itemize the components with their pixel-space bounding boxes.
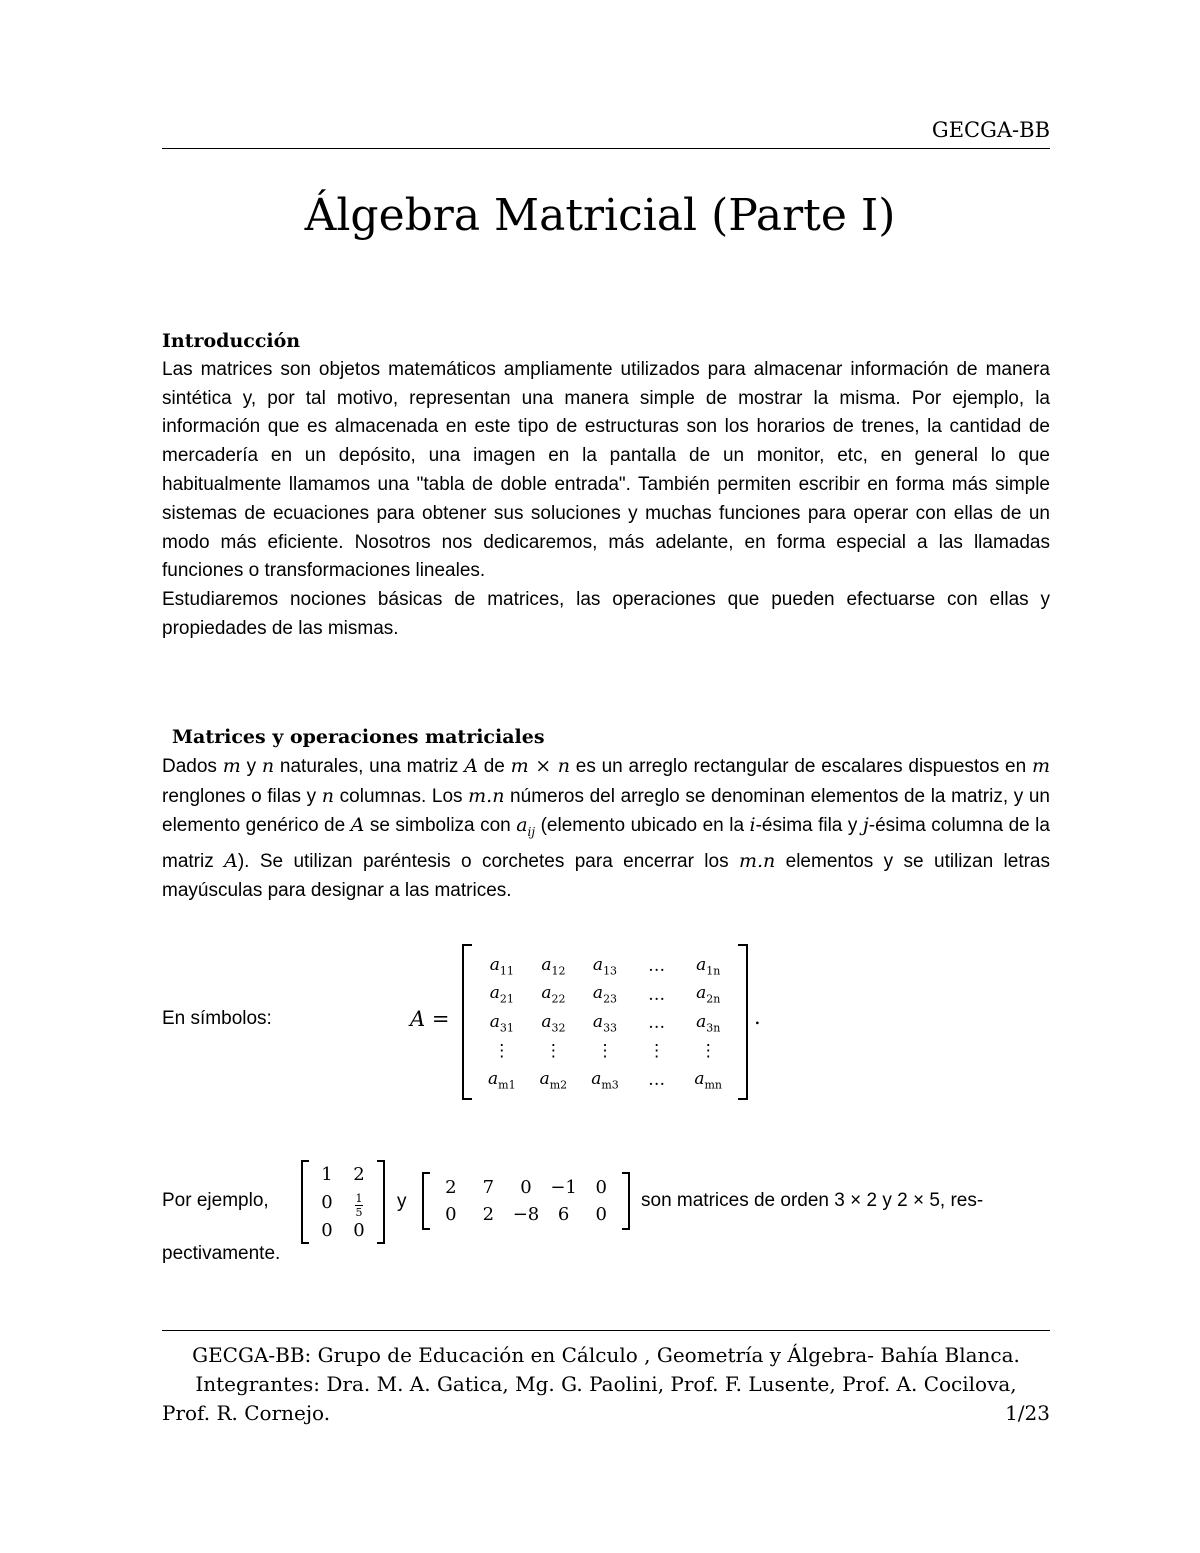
matrix-entry: 6 (557, 1204, 570, 1225)
footer (162, 1341, 1050, 1428)
right-bracket (622, 1172, 630, 1230)
matrix-entry: … (648, 956, 666, 977)
matrix-entry: … (648, 984, 666, 1005)
matrix-period: . (754, 1005, 761, 1029)
right-bracket (377, 1160, 385, 1244)
matrix-entry: 0 (520, 1177, 532, 1198)
matrices-section (162, 723, 1050, 906)
matrix-entry: 0 (445, 1204, 457, 1225)
matrix-entry: 7 (482, 1177, 495, 1198)
header-rule (162, 148, 1050, 149)
example-tail-2: pectivamente. (162, 1243, 281, 1264)
matrix-entry: −8 (512, 1204, 540, 1225)
matrix-entry: $a_{13}$ (592, 955, 618, 978)
matrix-entry: ⋮ (493, 1040, 511, 1061)
example-tail: son matrices de orden 3 × 2 y 2 × 5, res- (641, 1190, 984, 1211)
matrix-entry: $a_{23}$ (592, 983, 618, 1006)
intro-paragraph-2: Estudiaremos nociones básicas de matrices, las operaciones que pueden efectuarse con ellas y propiedades de las mismas. (162, 589, 1050, 639)
matrix-entry: 0 (595, 1204, 607, 1225)
matrix-entry: $a_{m1}$ (488, 1068, 516, 1091)
example-matrix-3x2 (301, 1160, 385, 1244)
matrix-entry: $a_{33}$ (592, 1011, 618, 1035)
example-matrix-2x5-entries (432, 1174, 620, 1228)
right-bracket (738, 944, 748, 1100)
matrix-entry: ⋮ (544, 1040, 562, 1061)
matrix-entry: $a_{mn}$ (694, 1068, 723, 1091)
footer-rule (162, 1330, 1050, 1331)
footer-line-2: Integrantes: Dra. M. A. Gatica, Mg. G. Paolini, Prof. F. Lusente, Prof. A. Cocilova, (195, 1372, 1017, 1396)
matrix-entry: $a_{m3}$ (591, 1068, 619, 1091)
generic-matrix (462, 944, 748, 1100)
matrix-entry: $a_{21}$ (489, 983, 514, 1006)
left-bracket (422, 1172, 430, 1230)
page-number: 1/23 (1005, 1401, 1050, 1425)
matrix-entry: −1 (550, 1177, 577, 1198)
matrix-entry: $\frac{1}{5}$ (355, 1192, 363, 1219)
example-matrix-3x2-entries (311, 1162, 375, 1242)
matrix-entry: … (648, 1069, 666, 1090)
footer-line-3-text: Prof. R. Cornejo. (162, 1401, 331, 1425)
symbols-label: En símbolos: (162, 1008, 272, 1029)
example-connector: y (397, 1191, 407, 1212)
example-matrix-2x5 (422, 1172, 630, 1230)
document-title: Álgebra Matricial (Parte I) (304, 190, 896, 241)
running-header: GECGA-BB (931, 118, 1050, 142)
matrix-entry: $a_{22}$ (541, 983, 566, 1006)
matrix-a-equation: A = (410, 1007, 450, 1031)
matrix-entry: $a_{32}$ (541, 1011, 566, 1035)
matrix-entry: 2 (482, 1204, 495, 1225)
left-bracket (462, 944, 472, 1100)
matrix-entry: 1 (321, 1163, 333, 1185)
matrices-paragraph: Dados m y n naturales, una matriz A de m × n es un arreglo rectangular de escalares dispuestos en m renglones o filas y n columnas. Los m.n números del arreglo se denominan elementos de la matriz, y un elemento genérico de A se simboliza con $a_{ij}$ (elemento ubicado en la i-ésima fila y j-ésima columna de la matriz A). Se utilizan paréntesis o corchetes para encerrar los m.n elementos y se utilizan letras mayúsculas para designar a las matrices. (162, 754, 1050, 901)
matrix-entry: $a_{12}$ (541, 955, 566, 978)
matrix-entry: $a_{2n}$ (696, 983, 721, 1006)
generic-matrix-entries (476, 952, 734, 1094)
matrix-entry: ⋮ (596, 1040, 614, 1061)
matrix-entry: $a_{31}$ (489, 1011, 514, 1035)
matrix-entry: 0 (321, 1191, 333, 1213)
matrix-entry: $a_{m2}$ (539, 1068, 568, 1091)
example-label: Por ejemplo, (162, 1190, 269, 1211)
matrix-entry: ⋮ (648, 1040, 666, 1061)
matrix-entry: $a_{1n}$ (696, 955, 721, 978)
matrix-entry: 0 (595, 1177, 607, 1198)
matrix-entry: ⋮ (699, 1040, 717, 1061)
intro-heading: Introducción (162, 330, 301, 352)
footer-line-3 (162, 1399, 1050, 1428)
matrix-entry: 2 (445, 1177, 457, 1198)
matrix-entry: $a_{3n}$ (696, 1011, 721, 1035)
matrix-entry: … (648, 1012, 666, 1033)
intro-paragraph-1: Las matrices son objetos matemáticos ampliamente utilizados para almacenar información de manera sintética y, por tal motivo, representan una manera simple de mostrar la misma. Por ejemplo, la información que es almacenada en este tipo de estructuras son los horarios de trenes, la cantidad de mercadería en un depósito, una imagen en la pantalla de un monitor, etc, en general lo que habitualmente llamamos una "tabla de doble entrada". También permiten escribir en forma más simple sistemas de ecuaciones para obtener sus soluciones y muchas funciones para operar con ellas de un modo más eficiente. Nosotros nos dedicaremos, más adelante, en forma especial a las llamadas funciones o transformaciones lineales. (162, 358, 1050, 582)
matrix-entry: 2 (353, 1163, 365, 1185)
footer-line-1: GECGA-BB: Grupo de Educación en Cálculo , Geometría y Álgebra- Bahía Blanca. (192, 1343, 1020, 1367)
matrix-entry: $a_{11}$ (489, 955, 514, 978)
intro-section (162, 327, 1050, 644)
matrix-entry: 0 (321, 1219, 333, 1241)
matrices-heading: Matrices y operaciones matriciales (172, 726, 545, 748)
left-bracket (301, 1160, 309, 1244)
matrix-entry: 0 (353, 1219, 365, 1241)
